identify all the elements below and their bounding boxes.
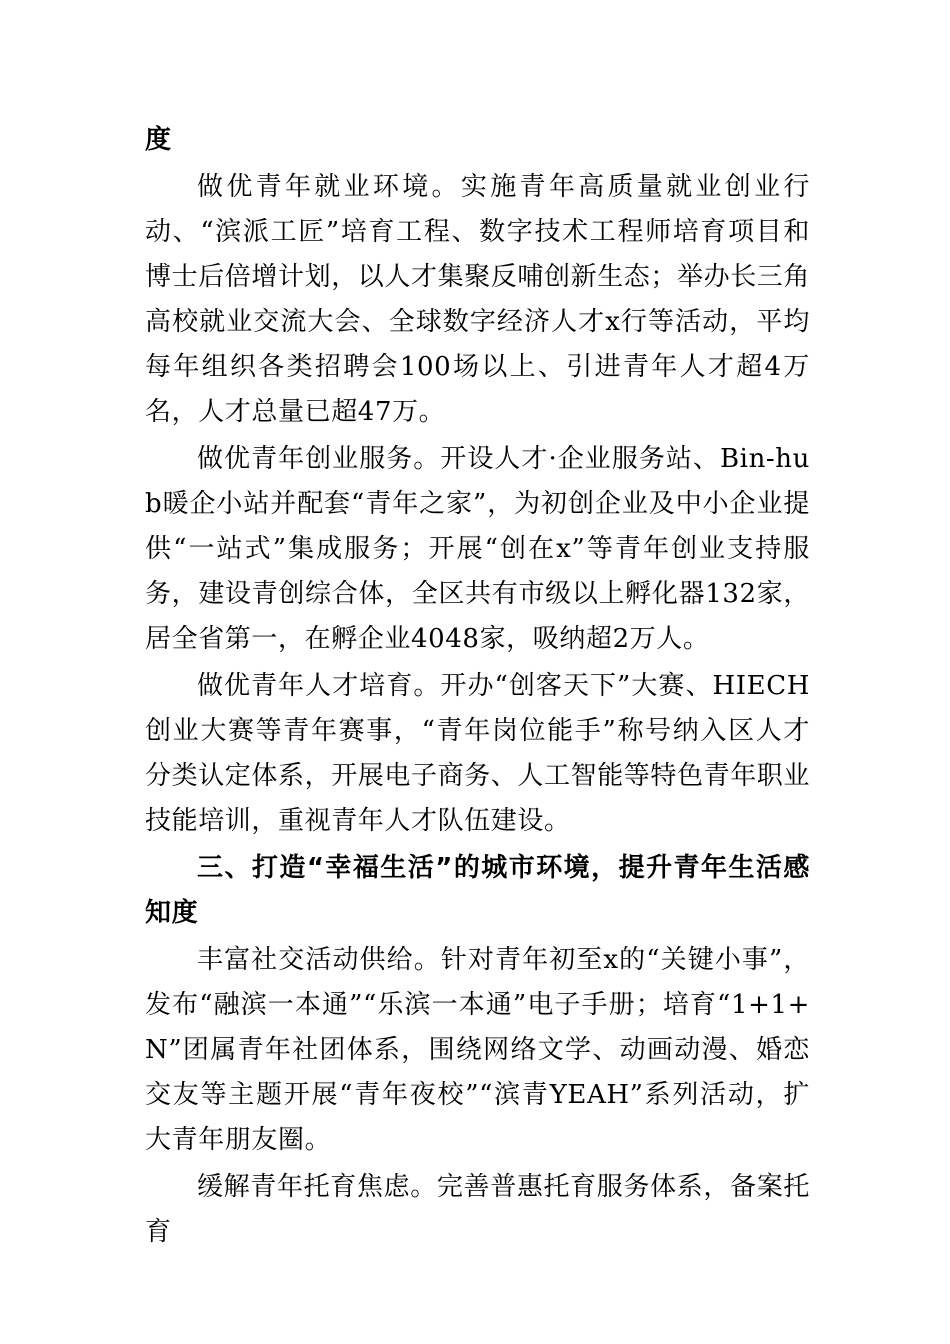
paragraph-youth-entrepreneurship: 做优青年创业服务。开设人才·企业服务站、Bin-hub暖企小站并配套“青年之家”，为初创企业及中小企业提供“一站式”集成服务；开展“创在x”等青年创业支持服务，建设青创综合体，全区共有市级以上孵化器132家，居全省第一，在孵企业4048家，吸纳超2万人。 bbox=[145, 444, 810, 654]
document-page bbox=[145, 118, 810, 1257]
paragraph-childcare: 缓解青年托育焦虑。完善普惠托育服务体系，备案托育 bbox=[145, 1172, 810, 1247]
section-heading-3: 三、打造“幸福生活”的城市环境，提升青年生活感知度 bbox=[145, 853, 810, 928]
paragraph-social-activities: 丰富社交活动供给。针对青年初至x的“关键小事”，发布“融滨一本通”“乐滨一本通”电子手册；培育“1+1+N”团属青年社团体系，围绕网络文学、动画动漫、婚恋交友等主题开展“青年夜校”“滨青YEAH”系列活动，扩大青年朋友圈。 bbox=[145, 945, 810, 1155]
paragraph-youth-talent-training: 做优青年人才培育。开办“创客天下”大赛、HIECH创业大赛等青年赛事，“青年岗位能手”称号纳入区人才分类认定体系，开展电子商务、人工智能等特色青年职业技能培训，重视青年人才队伍建设。 bbox=[145, 671, 811, 836]
paragraph-youth-employment: 做优青年就业环境。实施青年高质量就业创业行动、“滨派工匠”培育工程、数字技术工程师培育项目和博士后倍增计划，以人才集聚反哺创新生态；举办长三角高校就业交流大会、全球数字经济人才x行等活动，平均每年组织各类招聘会100场以上、引进青年人才超4万名，人才总量已超47万。 bbox=[145, 172, 811, 427]
heading-continuation: 度 bbox=[145, 125, 172, 155]
